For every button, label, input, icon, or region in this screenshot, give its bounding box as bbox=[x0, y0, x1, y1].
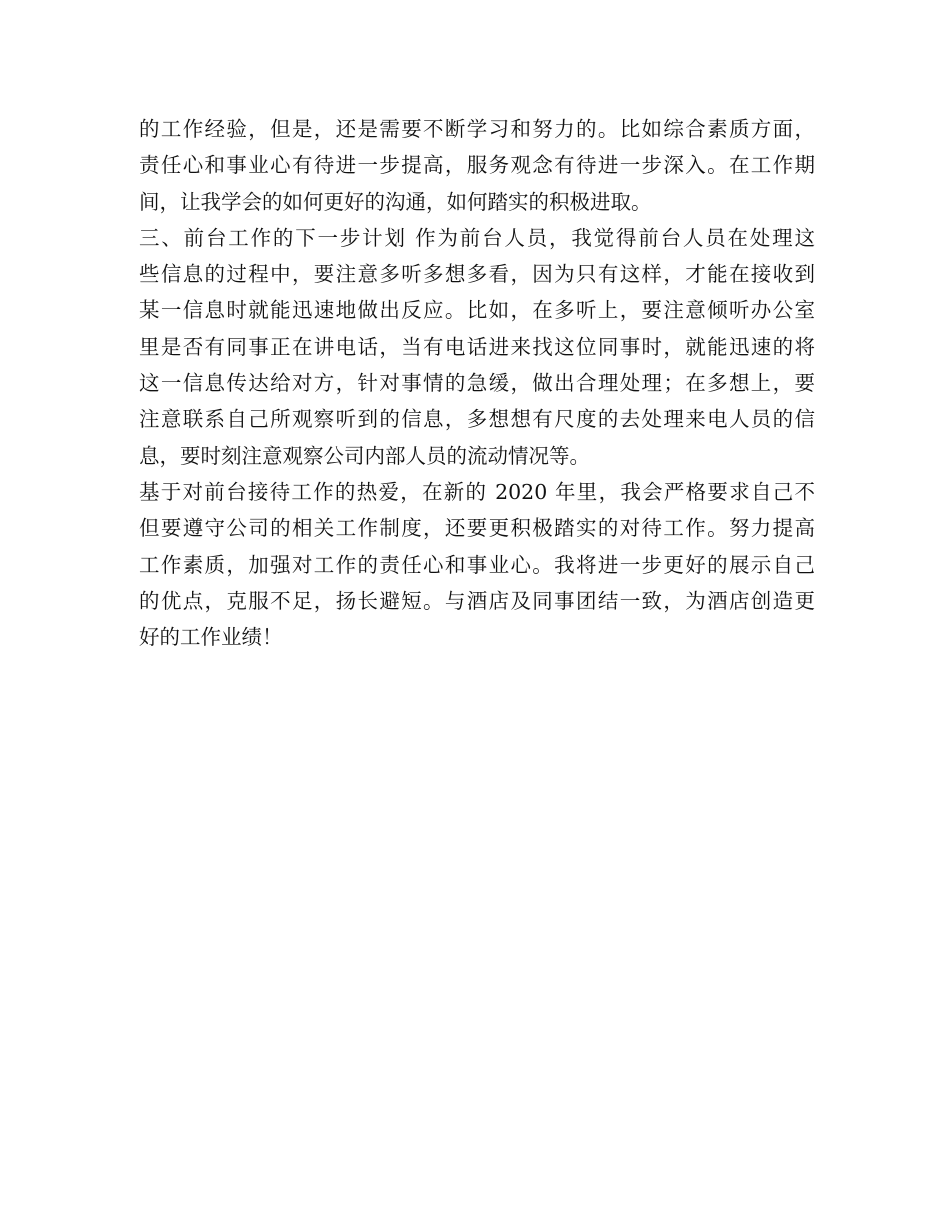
text-line: 责任心和事业心有待进一步提高，服务观念有待进一步深入。在工作期 bbox=[139, 153, 815, 178]
text-line: 三、前台工作的下一步计划 作为前台人员，我觉得前台人员在处理这 bbox=[139, 225, 815, 250]
text-line: 的工作经验，但是，还是需要不断学习和努力的。比如综合素质方面， bbox=[139, 117, 815, 141]
text-line: 某一信息时就能迅速地做出反应。比如，在多听上，要注意倾听办公室 bbox=[139, 298, 815, 323]
paragraph-work-experience bbox=[139, 111, 815, 220]
paragraph-conclusion bbox=[139, 474, 815, 655]
text-line: 些信息的过程中，要注意多听多想多看，因为只有这样，才能在接收到 bbox=[139, 262, 815, 287]
text-line: 息，要时刻注意观察公司内部人员的流动情况等。 bbox=[139, 443, 590, 468]
text-line: 这一信息传达给对方，针对事情的急缓，做出合理处理；在多想上，要 bbox=[139, 371, 815, 396]
document-body bbox=[139, 111, 815, 655]
text-line: 好的工作业绩！ bbox=[139, 625, 283, 650]
text-line: 工作素质，加强对工作的责任心和事业心。我将进一步更好的展示自己 bbox=[139, 552, 815, 577]
text-line: 间，让我学会的如何更好的沟通，如何踏实的积极进取。 bbox=[139, 189, 652, 214]
paragraph-next-step-plan bbox=[139, 220, 815, 474]
text-line: 的优点，克服不足，扬长避短。与酒店及同事团结一致，为酒店创造更 bbox=[139, 588, 815, 613]
text-line: 里是否有同事正在讲电话，当有电话进来找这位同事时，就能迅速的将 bbox=[139, 334, 815, 359]
text-line: 注意联系自己所观察听到的信息，多想想有尺度的去处理来电人员的信 bbox=[139, 407, 815, 432]
text-line: 但要遵守公司的相关工作制度，还要更积极踏实的对待工作。努力提高 bbox=[139, 516, 815, 541]
text-line: 基于对前台接待工作的热爱，在新的 2020 年里，我会严格要求自己不 bbox=[139, 479, 815, 504]
